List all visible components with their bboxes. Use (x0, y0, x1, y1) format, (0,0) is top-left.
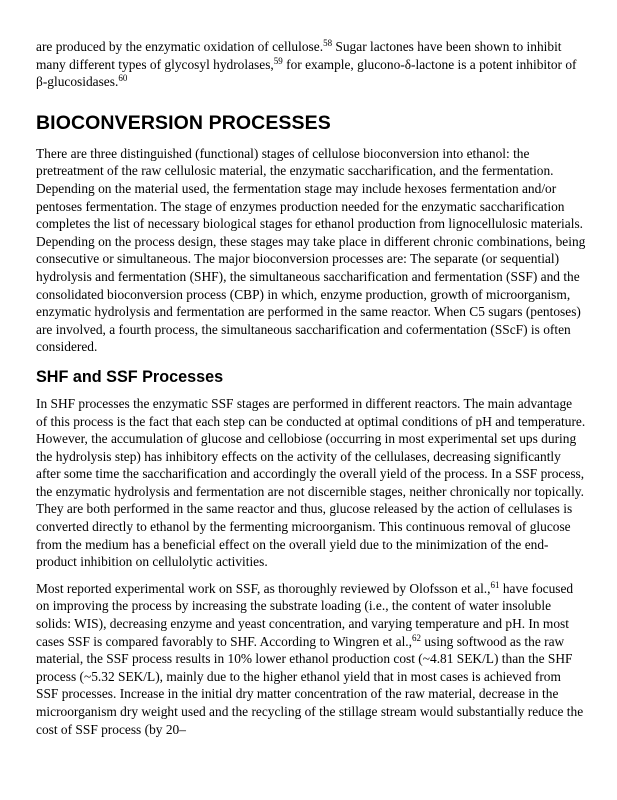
intro-text-2: Sugar lactones have been shown to inhibit many different types of glycosyl hydrolases, (36, 39, 562, 72)
citation-62: 62 (412, 632, 421, 643)
section-paragraph: There are three distinguished (functional) stages of cellulose bioconversion into ethanol: the pretreatment of the raw cellulosic material, the enzymatic saccharification, and the fermentation. Depending on the material used, the fermentation stage may include hexoses fermentation and/or pentoses fermentation. The stage of enzymes production needed for the enzymatic saccharification completes the list of necessary biological stages for ethanol production from lignocellulosic materials. Depending on the process design, these stages may take place in different chronic combinations, being consecutive or simultaneous. The major bioconversion processes are: The separate (or sequential) hydrolysis and fermentation (SHF), the simultaneous saccharification and fermentation (SSF) and the consolidated bioconversion process (CBP) in which, enzyme production, growth of microorganism, enzymatic hydrolysis and fermentation are performed in the same reactor. When C5 sugars (pentoses) are involved, a fourth process, the simultaneous saccharification and cofermentation (SScF) is often considered. (36, 145, 586, 355)
paragraph-2-text-1: Most reported experimental work on SSF, as thoroughly reviewed by Olofsson et al., (36, 580, 491, 596)
intro-text-1: are produced by the enzymatic oxidation of cellulose. (36, 39, 324, 54)
paragraph-2-text-2: have focused on improving the process by increasing the substrate loading (i.e., the content of water insoluble solids: WIS), decreasing enzyme and yeast concentration, and varying temperature and pH. In most cases SSF is compared favorably to SHF. According to Wingren et al., (36, 580, 574, 649)
document-page (36, 38, 586, 738)
section-heading: BIOCONVERSION PROCESSES (36, 111, 331, 134)
subsection-paragraph-1: In SHF processes the enzymatic SSF stages are performed in different reactors. The main advantage of this process is the fact that each step can be conducted at optimal conditions of pH and temperature. However, the accumulation of glucose and cellobiose (occurring in most experimental set ups during the hydrolysis step) has inhibitory effects on the activity of the cellulases, decreasing significantly after some time the saccharification and accordingly the overall yield of the process. In a SSF process, the enzymatic hydrolysis and fermentation are not discernible stages, neither chronically nor topically. They are both performed in the same reactor and thus, glucose released by the action of cellulases is converted directly to ethanol by the fermenting microorganism. This continuous removal of glucose from the medium has a beneficial effect on the overall yield due to the minimization of the end-product inhibition on cellulolytic activities. (36, 395, 586, 570)
paragraph-2-text-3: using softwood as the raw material, the SSF process results in 10% lower ethanol production cost (~4.81 SEK/L) than the SHF process (~5.32 SEK/L), mainly due to the higher ethanol yield that in most cases is achieved from SSF processes. Increase in the initial dry matter concentration of the raw material, decrease in the microorganism dry weight used and the recycling of the stillage stream would substantially reduce the cost of SSF process (by 20– (36, 633, 584, 737)
citation-58: 58 (323, 38, 333, 48)
intro-text-3: for example, glucono-δ-lactone is a potent inhibitor of β-glucosidases. (36, 56, 577, 90)
citation-60: 60 (118, 73, 128, 84)
subsection-paragraph-2 (36, 580, 586, 738)
subsection-heading: SHF and SSF Processes (36, 367, 224, 386)
citation-61: 61 (490, 579, 500, 590)
intro-paragraph (36, 38, 586, 91)
citation-59: 59 (273, 55, 283, 66)
